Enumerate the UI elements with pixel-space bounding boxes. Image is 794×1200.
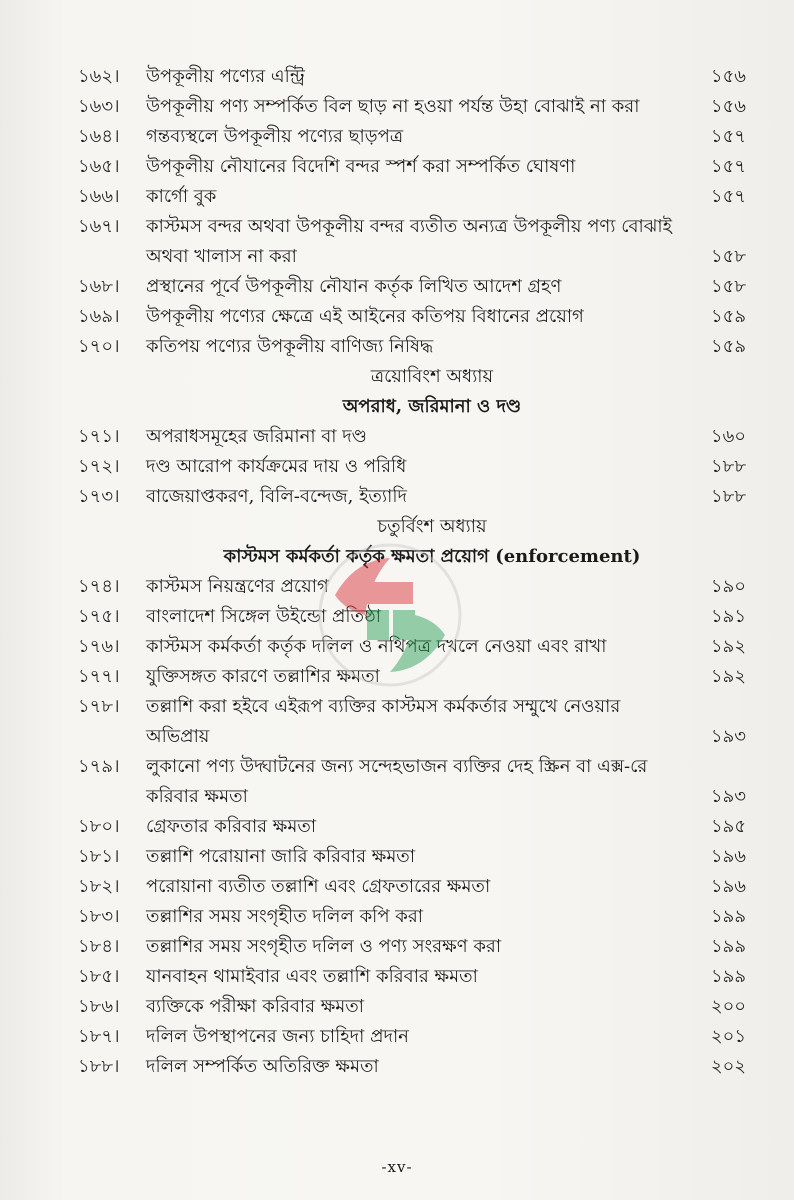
toc-entry xyxy=(78,692,746,752)
page-number: ১৫৭ xyxy=(710,126,746,147)
page-number: ১৯৯ xyxy=(710,966,746,987)
page-number: ১৫৬ xyxy=(710,96,746,117)
section-title: তল্লাশি করা হইবে এইরূপ ব্যক্তির কাস্টমস কর্মকর্তার সম্মুখে নেওয়ার অভিপ্রায় xyxy=(146,696,621,747)
page-number: ১৯২ xyxy=(710,666,746,687)
toc-entry xyxy=(78,992,746,1022)
section-number: ১৬৮। xyxy=(78,276,120,297)
section-number: ১৮৩। xyxy=(78,906,120,927)
page-number: ১৫৬ xyxy=(710,66,746,87)
toc-group-offences xyxy=(78,422,746,512)
toc-entry xyxy=(78,902,746,932)
section-title: অপরাধসমূহের জরিমানা বা দণ্ড xyxy=(146,426,367,447)
section-title: লুকানো পণ্য উদ্ঘাটনের জন্য সন্দেহভাজন ব্যক্তির দেহ স্ক্রিন বা এক্স-রে করিবার ক্ষমতা xyxy=(146,756,648,807)
toc-entry xyxy=(78,632,746,662)
section-number: ১৬৩। xyxy=(78,96,120,117)
toc-entry xyxy=(78,482,746,512)
table-of-contents xyxy=(78,62,746,1082)
section-number: ১৭৪। xyxy=(78,576,120,597)
section-number: ১৮৪। xyxy=(78,936,120,957)
page-number: ১৬০ xyxy=(710,426,746,447)
toc-entry xyxy=(78,1052,746,1082)
section-number: ১৬৪। xyxy=(78,126,120,147)
section-number: ১৮৬। xyxy=(78,996,120,1017)
section-title: যুক্তিসঙ্গত কারণে তল্লাশির ক্ষমতা xyxy=(146,666,380,687)
section-title: গ্রেফতার করিবার ক্ষমতা xyxy=(146,816,317,837)
section-number: ১৮৮। xyxy=(78,1056,120,1077)
toc-entry xyxy=(78,182,746,212)
section-title: দণ্ড আরোপ কার্যক্রমের দায় ও পরিধি xyxy=(146,456,407,477)
section-number: ১৭৩। xyxy=(78,486,120,507)
toc-entry xyxy=(78,752,746,812)
page-number: ১৫৯ xyxy=(710,306,746,327)
section-title: দলিল সম্পর্কিত অতিরিক্ত ক্ষমতা xyxy=(146,1056,379,1077)
toc-entry xyxy=(78,1022,746,1052)
page-number: ১৮৮ xyxy=(710,486,746,507)
section-number: ১৮১। xyxy=(78,846,120,867)
page-number: ১৫৯ xyxy=(710,336,746,357)
page-number: ১৯৬ xyxy=(710,846,746,867)
section-title: যানবাহন থামাইবার এবং তল্লাশি করিবার ক্ষমতা xyxy=(146,966,478,987)
section-title: বাংলাদেশ সিঙ্গেল উইন্ডো প্রতিষ্ঠা xyxy=(146,606,381,627)
page-number: ১৯৩ xyxy=(710,726,746,747)
page-number: ১৯৯ xyxy=(710,906,746,927)
section-number: ১৭৬। xyxy=(78,636,120,657)
page-number: ১৯১ xyxy=(710,606,746,627)
section-number: ১৬৭। xyxy=(78,216,120,237)
chapter-heading: ত্রয়োবিংশ অধ্যায় xyxy=(370,366,494,387)
page-number: ১৯৩ xyxy=(710,786,746,807)
toc-entry xyxy=(78,212,746,272)
section-title: প্রস্থানের পূর্বে উপকূলীয় নৌযান কর্তৃক লিখিত আদেশ গ্রহণ xyxy=(146,276,562,297)
toc-entry xyxy=(78,602,746,632)
section-number: ১৬৬। xyxy=(78,186,120,207)
chapter-subheading: অপরাধ, জরিমানা ও দণ্ড xyxy=(342,396,522,417)
page-number: ২০০ xyxy=(710,996,746,1017)
section-title: দলিল উপস্থাপনের জন্য চাহিদা প্রদান xyxy=(146,1026,409,1047)
page-number-footer: -xv- xyxy=(381,1158,413,1176)
toc-entry xyxy=(78,422,746,452)
toc-entry xyxy=(78,92,746,122)
section-number: ১৮০। xyxy=(78,816,120,837)
page-number: ১৫৮ xyxy=(710,276,746,297)
section-number: ১৭৯। xyxy=(78,756,120,777)
section-title: কাস্টমস নিয়ন্ত্রণের প্রয়োগ xyxy=(146,576,329,597)
section-number: ১৭৫। xyxy=(78,606,120,627)
section-number: ১৬৫। xyxy=(78,156,120,177)
section-title: কাস্টমস বন্দর অথবা উপকূলীয় বন্দর ব্যতীত অন্যত্র উপকূলীয় পণ্য বোঝাই অথবা খালাস না করা xyxy=(146,216,672,267)
toc-entry xyxy=(78,872,746,902)
page-number: ১৯২ xyxy=(710,636,746,657)
chapter-subheading: কাস্টমস কর্মকর্তা কর্তৃক ক্ষমতা প্রয়োগ (enforcement) xyxy=(223,546,641,567)
section-title: কতিপয় পণ্যের উপকূলীয় বাণিজ্য নিষিদ্ধ xyxy=(146,336,434,357)
toc-entry xyxy=(78,812,746,842)
page-number: ১৯৬ xyxy=(710,876,746,897)
section-title: গন্তব্যস্থলে উপকূলীয় পণ্যের ছাড়পত্র xyxy=(146,126,404,147)
section-title: কার্গো বুক xyxy=(146,186,217,207)
section-number: ১৮৫। xyxy=(78,966,120,987)
section-title: বাজেয়াপ্তকরণ, বিলি-বন্দেজ, ইত্যাদি xyxy=(146,486,407,507)
section-title: উপকূলীয় পণ্য সম্পর্কিত বিল ছাড় না হওয়া পর্যন্ত উহা বোঝাই না করা xyxy=(146,96,640,117)
toc-entry xyxy=(78,272,746,302)
page-number: ১৫৮ xyxy=(710,246,746,267)
section-title: তল্লাশি পরোয়ানা জারি করিবার ক্ষমতা xyxy=(146,846,416,867)
section-number: ১৬৯। xyxy=(78,306,120,327)
toc-entry xyxy=(78,662,746,692)
page-number: ১৫৭ xyxy=(710,186,746,207)
section-title: উপকূলীয় নৌযানের বিদেশি বন্দর স্পর্শ করা সম্পর্কিত ঘোষণা xyxy=(146,156,576,177)
page-number: ১৯০ xyxy=(710,576,746,597)
page-number: ১৯৯ xyxy=(710,936,746,957)
toc-entry xyxy=(78,332,746,362)
section-number: ১৭২। xyxy=(78,456,120,477)
section-title: তল্লাশির সময় সংগৃহীত দলিল কপি করা xyxy=(146,906,423,927)
toc-entry xyxy=(78,152,746,182)
section-number: ১৮৭। xyxy=(78,1026,120,1047)
chapter-heading: চতুর্বিংশ অধ্যায় xyxy=(377,516,487,537)
toc-entry xyxy=(78,122,746,152)
section-title: পরোয়ানা ব্যতীত তল্লাশি এবং গ্রেফতারের ক্ষমতা xyxy=(146,876,491,897)
section-number: ১৭৭। xyxy=(78,666,120,687)
toc-entry xyxy=(78,962,746,992)
section-number: ১৭০। xyxy=(78,336,120,357)
section-number: ১৭১। xyxy=(78,426,120,447)
toc-group-enforcement xyxy=(78,572,746,1082)
section-title: কাস্টমস কর্মকর্তা কর্তৃক দলিল ও নথিপত্র দখলে নেওয়া এবং রাখা xyxy=(146,636,607,657)
toc-entry xyxy=(78,572,746,602)
toc-entry xyxy=(78,452,746,482)
page-number: ১৮৮ xyxy=(710,456,746,477)
toc-entry xyxy=(78,302,746,332)
toc-entry xyxy=(78,62,746,92)
section-title: উপকূলীয় পণ্যের এন্ট্রি xyxy=(146,66,305,87)
page-number: ১৯৫ xyxy=(710,816,746,837)
page-number: ২০২ xyxy=(710,1056,746,1077)
page-number: ১৫৭ xyxy=(710,156,746,177)
toc-group-coastal-goods xyxy=(78,62,746,362)
section-number: ১৬২। xyxy=(78,66,120,87)
section-title: ব্যক্তিকে পরীক্ষা করিবার ক্ষমতা xyxy=(146,996,365,1017)
toc-entry xyxy=(78,842,746,872)
section-title: তল্লাশির সময় সংগৃহীত দলিল ও পণ্য সংরক্ষণ করা xyxy=(146,936,502,957)
section-title: উপকূলীয় পণ্যের ক্ষেত্রে এই আইনের কতিপয় বিধানের প্রয়োগ xyxy=(146,306,584,327)
section-number: ১৭৮। xyxy=(78,696,120,717)
page-number: ২০১ xyxy=(710,1026,746,1047)
section-number: ১৮২। xyxy=(78,876,120,897)
toc-entry xyxy=(78,932,746,962)
